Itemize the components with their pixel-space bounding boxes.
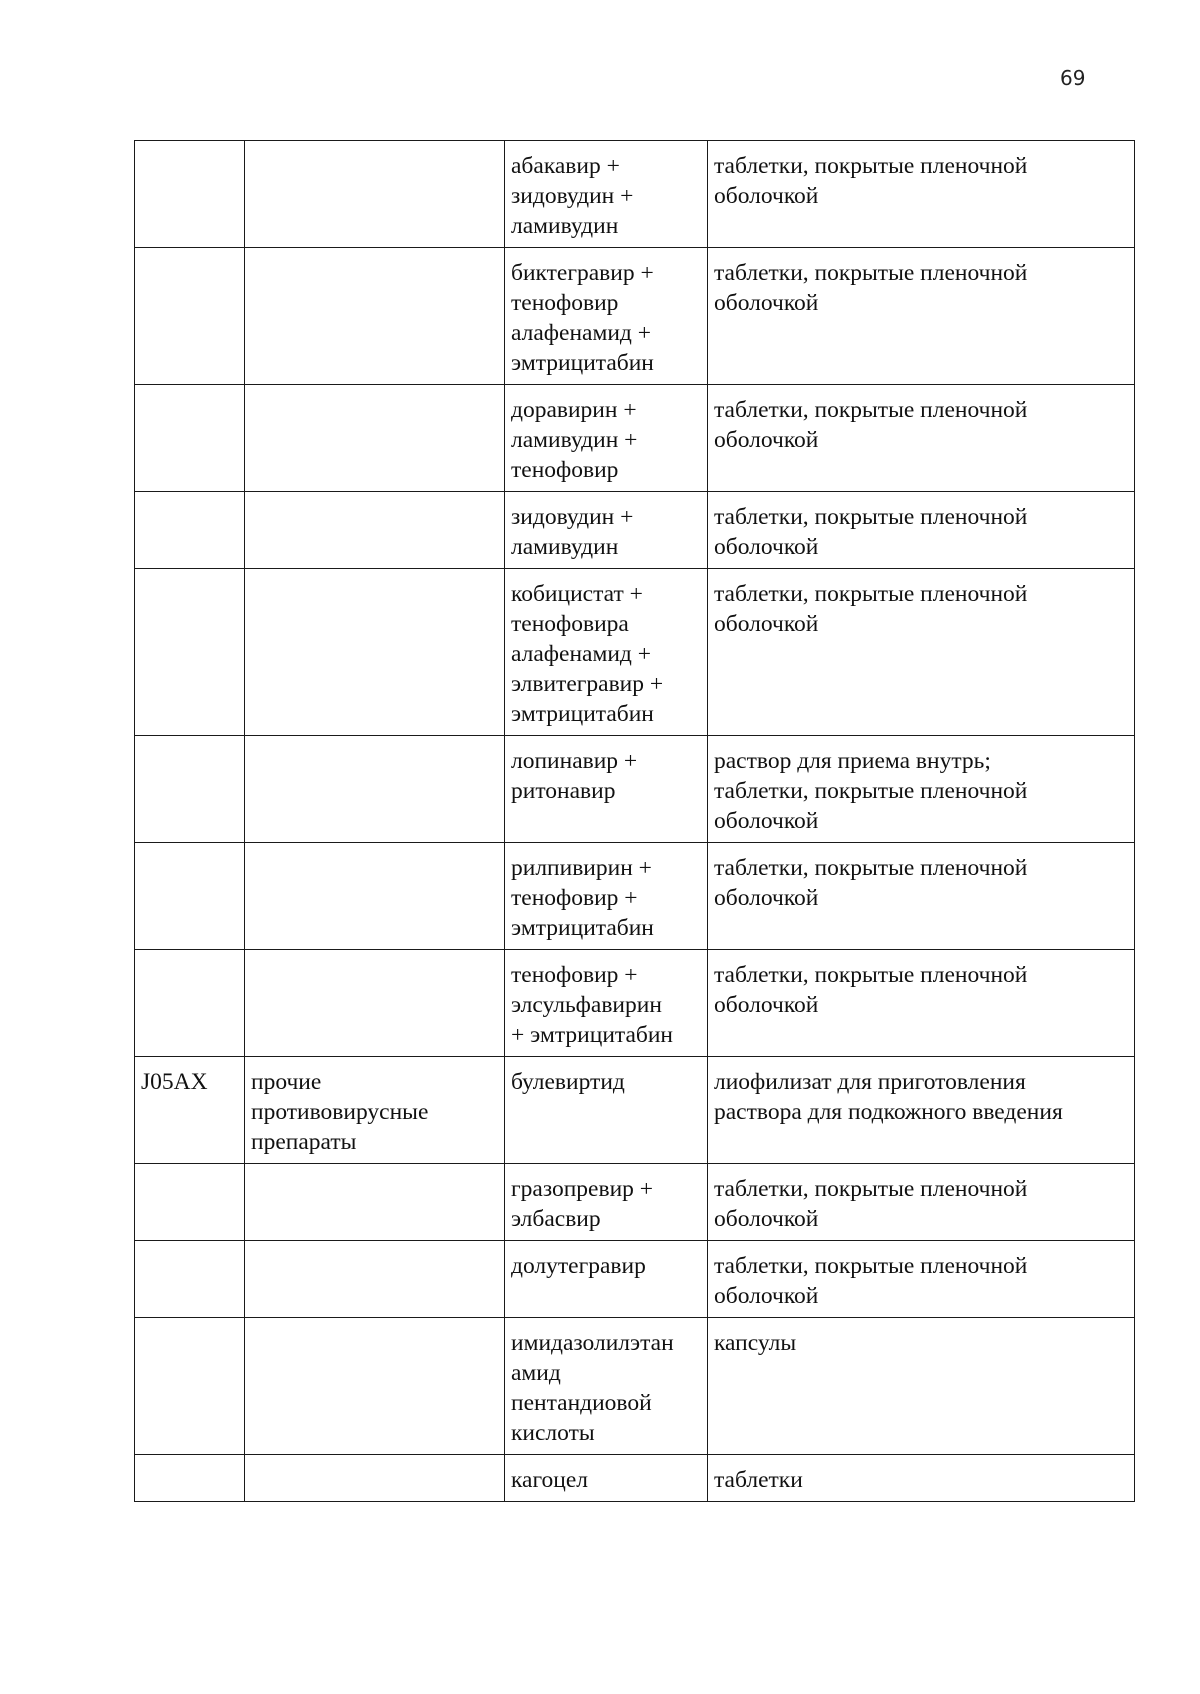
drug-name-cell: абакавир + зидовудин + ламивудин [505,141,708,248]
table-row [135,248,1135,385]
atc-code-cell [135,248,245,385]
dosage-form-cell: лиофилизат для приготовления раствора для подкожного введения [708,1057,1135,1164]
dosage-form-cell: капсулы [708,1318,1135,1455]
table-row [135,385,1135,492]
anatomical-group-cell [245,1241,505,1318]
anatomical-group-cell [245,248,505,385]
anatomical-group-cell [245,1455,505,1502]
table-row [135,1318,1135,1455]
anatomical-group-cell [245,492,505,569]
table-row [135,569,1135,736]
table-row [135,141,1135,248]
drug-name-cell: гразопревир + элбасвир [505,1164,708,1241]
atc-code-cell: J05AX [135,1057,245,1164]
dosage-form-cell: таблетки, покрытые пленочной оболочкой [708,1164,1135,1241]
drug-name-cell: тенофовир + элсульфавирин + эмтрицитабин [505,950,708,1057]
anatomical-group-cell [245,385,505,492]
anatomical-group-cell [245,141,505,248]
dosage-form-cell: таблетки, покрытые пленочной оболочкой [708,141,1135,248]
table-row [135,736,1135,843]
atc-code-cell [135,141,245,248]
anatomical-group-cell [245,1164,505,1241]
atc-code-cell [135,569,245,736]
drug-name-cell: биктегравир + тенофовир алафенамид + эмтрицитабин [505,248,708,385]
drug-name-cell: кобицистат + тенофовира алафенамид + элвитегравир + эмтрицитабин [505,569,708,736]
atc-code-cell [135,950,245,1057]
drug-name-cell: доравирин + ламивудин + тенофовир [505,385,708,492]
dosage-form-cell: таблетки, покрытые пленочной оболочкой [708,569,1135,736]
dosage-form-cell: таблетки, покрытые пленочной оболочкой [708,1241,1135,1318]
drug-table-body [135,141,1135,1502]
dosage-form-cell: таблетки, покрытые пленочной оболочкой [708,385,1135,492]
dosage-form-cell: таблетки [708,1455,1135,1502]
drug-name-cell: имидазолилэтан амид пентандиовой кислоты [505,1318,708,1455]
drug-name-cell: долутегравир [505,1241,708,1318]
dosage-form-cell: таблетки, покрытые пленочной оболочкой [708,950,1135,1057]
table-row [135,843,1135,950]
atc-code-cell [135,1241,245,1318]
atc-code-cell [135,1455,245,1502]
anatomical-group-cell [245,950,505,1057]
table-row [135,1241,1135,1318]
drug-table [134,140,1135,1502]
table-row [135,1164,1135,1241]
anatomical-group-cell: прочие противовирусные препараты [245,1057,505,1164]
anatomical-group-cell [245,736,505,843]
table-row [135,1455,1135,1502]
table-row [135,950,1135,1057]
atc-code-cell [135,385,245,492]
drug-name-cell: зидовудин + ламивудин [505,492,708,569]
page-number: 69 [1060,66,1086,90]
drug-name-cell: булевиртид [505,1057,708,1164]
atc-code-cell [135,736,245,843]
atc-code-cell [135,492,245,569]
drug-name-cell: лопинавир + ритонавир [505,736,708,843]
atc-code-cell [135,1164,245,1241]
anatomical-group-cell [245,843,505,950]
anatomical-group-cell [245,1318,505,1455]
dosage-form-cell: таблетки, покрытые пленочной оболочкой [708,248,1135,385]
dosage-form-cell: таблетки, покрытые пленочной оболочкой [708,492,1135,569]
atc-code-cell [135,1318,245,1455]
anatomical-group-cell [245,569,505,736]
dosage-form-cell: раствор для приема внутрь; таблетки, покрытые пленочной оболочкой [708,736,1135,843]
atc-code-cell [135,843,245,950]
table-row [135,492,1135,569]
drug-name-cell: рилпивирин + тенофовир + эмтрицитабин [505,843,708,950]
dosage-form-cell: таблетки, покрытые пленочной оболочкой [708,843,1135,950]
drug-name-cell: кагоцел [505,1455,708,1502]
table-row [135,1057,1135,1164]
